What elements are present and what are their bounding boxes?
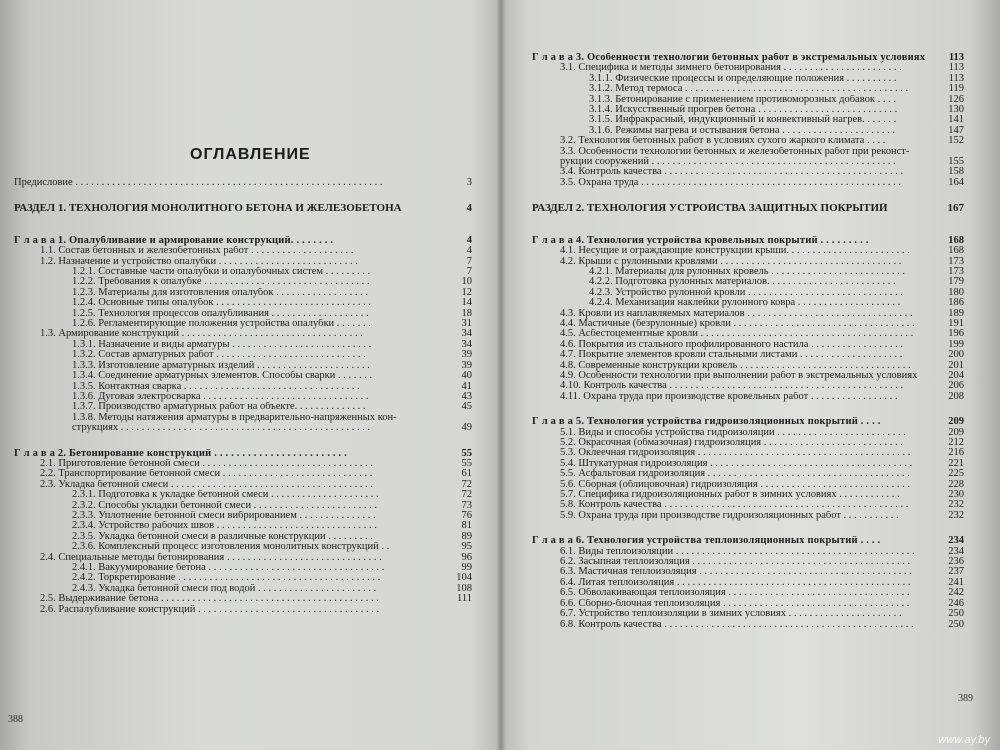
toc-entry (14, 532, 472, 542)
toc-entry-title: 3.1.2. Метод термоса . . . . . . . . . . . . . . . . . . . . . . . . . . . . . . . . . . . . . . . . . . . (589, 84, 909, 95)
toc-entry (14, 382, 472, 392)
toc-entry-title: РАЗДЕЛ 1. ТЕХНОЛОГИЯ МОНОЛИТНОГО БЕТОНА И ЖЕЛЕЗОБЕТОНА (14, 203, 402, 214)
toc-entry-page: 14 (461, 297, 472, 309)
toc-entry-page: 237 (948, 566, 964, 578)
toc-entry (14, 459, 472, 469)
toc-chapter (532, 417, 964, 427)
toc-entry (14, 501, 472, 511)
toc-entry-page: 186 (948, 297, 964, 309)
toc-entry-page: 168 (948, 234, 964, 246)
toc-entry (532, 340, 964, 350)
toc-entry-title: 1.3.6. Дуговая электросварка . . . . . . . . . . . . . . . . . . . . . . . . . . . . . . . . (72, 391, 369, 402)
toc-entry (14, 288, 472, 298)
toc-entry-page: 216 (948, 447, 964, 459)
toc-entry-page: 43 (461, 390, 472, 402)
toc-entry (532, 309, 964, 319)
toc-entry-title: 4.4. Мастичные (безрулонные) кровли . . . . . . . . . . . . . . . . . . . . . . . . . . . . . . . . . . . (560, 318, 915, 329)
toc-entry (532, 147, 964, 157)
toc-entry-title: 3.4. Контроль качества . . . . . . . . . . . . . . . . . . . . . . . . . . . . . . . . . . . . . . . . . . . . . . (560, 167, 904, 178)
toc-chapter (532, 236, 964, 246)
toc-entry-page: 55 (461, 457, 472, 469)
toc-entry-page: 232 (948, 499, 964, 511)
toc-entry-title: 1.2.1. Составные части опалубки и опалубочных систем . . . . . . . . . (72, 267, 371, 278)
toc-entry (532, 178, 964, 188)
right-page (506, 0, 1000, 750)
toc-entry-page: 113 (948, 72, 964, 84)
toc-entry-page: 158 (948, 166, 964, 178)
toc-entry-page: 49 (461, 422, 472, 434)
toc-entry-title: 5.6. Сборная (облицовочная) гидроизоляция . . . . . . . . . . . . . . . . . . . . . . . . . . . . . (560, 479, 910, 490)
toc-entry (14, 178, 472, 188)
toc-entry-page: 180 (948, 286, 964, 298)
toc-left-column (14, 178, 472, 615)
toc-entry (532, 115, 964, 125)
toc-entry (14, 423, 472, 433)
toc-entry-page: 34 (461, 338, 472, 350)
toc-entry-page: 40 (461, 370, 472, 382)
toc-entry-page: 167 (947, 202, 964, 215)
toc-entry-page: 126 (948, 93, 964, 105)
toc-entry-title: 4.11. Охрана труда при производстве кровельных работ . . . . . . . . . . . . . . . . . (560, 391, 898, 402)
toc-entry (532, 298, 964, 308)
toc-entry-title: 6.3. Мастичная теплоизоляция . . . . . . . . . . . . . . . . . . . . . . . . . . . . . . . . . . . . . . . . . (560, 567, 912, 578)
toc-entry-title: Г л а в а 6. Технология устройства теплоизоляционных покрытий . . . . (532, 536, 881, 547)
toc-entry-title: 4.9. Особенности технологии при выполнении работ в экстремальных условиях (560, 370, 918, 381)
toc-spacer (532, 188, 964, 195)
toc-entry-page: 152 (948, 135, 964, 147)
toc-entry (14, 350, 472, 360)
toc-entry (14, 542, 472, 552)
toc-entry (14, 490, 472, 500)
toc-entry-title: 3.5. Охрана труда . . . . . . . . . . . . . . . . . . . . . . . . . . . . . . . . . . . . . . . . . . . . . . . . . . (560, 177, 901, 188)
toc-entry-page: 111 (457, 593, 472, 605)
toc-entry-title: 4.7. Покрытие элементов кровли стальными листами . . . . . . . . . . . . . . . . . . . . (560, 350, 903, 361)
toc-entry-page: 7 (466, 266, 472, 278)
toc-entry (532, 459, 964, 469)
toc-entry-page: 10 (461, 276, 472, 288)
toc-entry-page: 189 (948, 307, 964, 319)
toc-entry-title: 5.1. Виды и способы устройства гидроизоляции . . . . . . . . . . . . . . . . . . . . . . . . . (560, 427, 906, 438)
toc-entry-title: 2.3.1. Подготовка к укладке бетонной смеси . . . . . . . . . . . . . . . . . . . . . (72, 490, 379, 501)
toc-entry-title: 2.3.3. Уплотнение бетонной смеси вибрированием . . . . . . . . . . . . . . . (72, 510, 376, 521)
toc-entry (532, 267, 964, 277)
toc-entry-page: 99 (461, 562, 472, 573)
toc-entry (532, 63, 964, 73)
toc-entry-page: 168 (948, 245, 964, 257)
toc-entry-page: 7 (466, 255, 472, 267)
toc-entry-page: 234 (948, 545, 964, 557)
toc-entry-title: 4.2.2. Подготовка рулонных материалов. . . . . . . . . . . . . . . . . . . . . . . . . (589, 277, 896, 288)
toc-entry (532, 567, 964, 577)
toc-chapter (14, 236, 472, 246)
toc-entry (14, 392, 472, 402)
toc-entry-title: 2.3.2. Способы укладки бетонной смеси . . . . . . . . . . . . . . . . . . . . . . . . (72, 500, 378, 511)
toc-entry-title: 3.3. Особенности технологии бетонных и железобетонных работ при реконст- (560, 146, 910, 157)
toc-entry-page: 230 (948, 489, 964, 501)
toc-entry (14, 371, 472, 381)
toc-entry (14, 573, 472, 583)
toc-entry (14, 257, 472, 267)
toc-entry (14, 298, 472, 308)
toc-entry-title: 1.2.4. Основные типы опалубок . . . . . . . . . . . . . . . . . . . . . . . . . . . . . . (72, 298, 371, 309)
toc-entry (532, 438, 964, 448)
toc-entry-page: 73 (461, 499, 472, 511)
toc-entry-page: 196 (948, 328, 964, 340)
toc-entry-title: 2.3.5. Укладка бетонной смеси в различные конструкции . . . . . . . . . (72, 531, 373, 542)
toc-entry-title: 6.2. Засыпная теплоизоляция . . . . . . . . . . . . . . . . . . . . . . . . . . . . . . . . . . . . . . . . . . (560, 557, 911, 568)
toc-entry-title: 3.1. Специфика и методы зимнего бетонирования . . . . . . . . . . . . . . . . . . . . . . . (560, 63, 902, 74)
toc-entry-title: Предисловие . . . . . . . . . . . . . . . . . . . . . . . . . . . . . . . . . . . . . . . . . . . . . . . . . . . . . . . . . . . (14, 178, 383, 188)
toc-entry (532, 609, 964, 619)
toc-entry-title: 2.2. Транспортирование бетонной смеси . . . . . . . . . . . . . . . . . . . . . . . . . . . . . (40, 469, 373, 480)
toc-entry-page: 96 (461, 551, 472, 563)
toc-entry-page: 104 (456, 572, 472, 584)
toc-entry-page: 246 (948, 597, 964, 609)
toc-entry-page: 141 (948, 114, 964, 126)
toc-entry-page: 242 (948, 587, 964, 599)
toc-entry-page: 228 (948, 478, 964, 490)
toc-entry-page: 4 (466, 234, 472, 246)
toc-entry (532, 547, 964, 557)
toc-entry (14, 521, 472, 531)
toc-entry (14, 511, 472, 521)
toc-entry-title: 1.3. Армирование конструкций . . . . . . . . . . . . . . . . . . . . . . . . . . . . . . . . . . . (40, 329, 363, 340)
toc-entry (532, 350, 964, 360)
toc-entry (532, 329, 964, 339)
toc-spacer (14, 434, 472, 441)
toc-entry-page: 206 (948, 380, 964, 392)
toc-entry-page: 234 (948, 535, 964, 547)
toc-entry-title: 1.3.4. Соединение арматурных элементов. Способы сварки . . . . . . . (72, 371, 373, 382)
toc-entry-page: 209 (948, 416, 964, 428)
toc-entry (14, 319, 472, 329)
toc-entry (532, 381, 964, 391)
toc-entry (532, 428, 964, 438)
toc-entry (14, 563, 472, 573)
toc-spacer (532, 221, 964, 228)
toc-entry-page: 147 (948, 124, 964, 136)
toc-entry-title: 4.2.4. Механизация наклейки рулонного ковра . . . . . . . . . . . . . . . . . . . . (589, 298, 901, 309)
toc-entry (532, 480, 964, 490)
page-number-left: 388 (8, 714, 23, 725)
toc-entry-page: 250 (948, 618, 964, 630)
toc-entry-title: 1.3.1. Назначение и виды арматуры . . . . . . . . . . . . . . . . . . . . . . . . . . . (72, 339, 372, 350)
toc-entry (532, 588, 964, 598)
toc-entry-title: 1.3.2. Состав арматурных работ . . . . . . . . . . . . . . . . . . . . . . . . . . . . . (72, 350, 366, 361)
toc-entry-title: 6.6. Сборно-блочная теплоизоляция . . . . . . . . . . . . . . . . . . . . . . . . . . . . . . . . . . . . (560, 598, 910, 609)
toc-entry (14, 267, 472, 277)
toc-entry (532, 371, 964, 381)
toc-entry (532, 246, 964, 256)
toc-spacer (14, 188, 472, 195)
toc-entry (532, 277, 964, 287)
toc-entry (14, 469, 472, 479)
toc-entry-title: 5.7. Специфика гидроизоляционных работ в зимних условиях . . . . . . . . . . . . (560, 490, 900, 501)
toc-entry-page: 3 (466, 177, 472, 188)
toc-entry-page: 164 (948, 176, 964, 188)
toc-entry-page: 113 (948, 62, 964, 74)
toc-entry-page: 31 (461, 318, 472, 330)
toc-entry-page: 250 (948, 608, 964, 620)
toc-entry (532, 257, 964, 267)
toc-entry-title: 2.6. Распалубливание конструкций . . . . . . . . . . . . . . . . . . . . . . . . . . . . . . . . . . . (40, 604, 380, 615)
toc-entry-page: 4 (466, 245, 472, 257)
page-number-right: 389 (958, 693, 973, 704)
toc-entry (532, 84, 964, 94)
toc-entry (14, 584, 472, 594)
toc-entry (532, 74, 964, 84)
toc-entry-page: 45 (461, 401, 472, 413)
toc-entry-title: РАЗДЕЛ 2. ТЕХНОЛОГИЯ УСТРОЙСТВА ЗАЩИТНЫХ ПОКРЫТИЙ (532, 203, 888, 214)
toc-chapter (532, 53, 964, 63)
toc-entry-page: 232 (948, 509, 964, 521)
toc-entry-title: 2.3. Укладка бетонной смеси . . . . . . . . . . . . . . . . . . . . . . . . . . . . . . . . . . . . . . . (40, 479, 374, 490)
toc-entry (14, 402, 472, 412)
toc-entry-page: 61 (461, 468, 472, 480)
toc-entry-title: 6.1. Виды теплоизоляции . . . . . . . . . . . . . . . . . . . . . . . . . . . . . . . . . . . . . . . . . . . . . . (560, 546, 915, 557)
toc-entry-title: 2.3.4. Устройство рабочих швов . . . . . . . . . . . . . . . . . . . . . . . . . . . . . . . (72, 521, 377, 532)
toc-section (532, 203, 964, 213)
toc-entry-title: 5.2. Окрасочная (обмазочная) гидроизоляция . . . . . . . . . . . . . . . . . . . . . . . . . . . (560, 438, 903, 448)
toc-entry-page: 200 (948, 349, 964, 361)
page-heading: ОГЛАВЛЕНИЕ (190, 146, 311, 163)
toc-entry-page: 76 (461, 509, 472, 521)
toc-entry-page: 12 (461, 286, 472, 298)
toc-entry-title: 6.8. Контроль качества . . . . . . . . . . . . . . . . . . . . . . . . . . . . . . . . . . . . . . . . . . . . . . . . (560, 619, 914, 630)
toc-entry-page: 89 (461, 530, 472, 542)
toc-entry-page: 179 (948, 276, 964, 288)
toc-entry-title: Г л а в а 3. Особенности технологии бетонных работ в экстремальных условиях (532, 53, 926, 63)
toc-section (14, 203, 472, 213)
toc-entry-title: 1.3.3. Изготовление арматурных изделий . . . . . . . . . . . . . . . . . . . . . . (72, 360, 370, 371)
toc-entry (14, 480, 472, 490)
toc-entry-page: 34 (461, 328, 472, 340)
toc-entry-title: 1.2.3. Материалы для изготовления опалубок . . . . . . . . . . . . . . . . . . (72, 287, 369, 298)
toc-entry (14, 277, 472, 287)
toc-entry-title: Г л а в а 2. Бетонирование конструкций . . . . . . . . . . . . . . . . . . . . . . . . (14, 448, 347, 459)
toc-spacer (14, 221, 472, 228)
toc-entry-page: 55 (461, 447, 472, 459)
toc-entry-title: 4.10. Контроль качества . . . . . . . . . . . . . . . . . . . . . . . . . . . . . . . . . . . . . . . . . . . . . (560, 381, 904, 392)
toc-entry-title: 4.3. Кровли из наплавляемых материалов . . . . . . . . . . . . . . . . . . . . . . . . . . . . . . . . (560, 308, 913, 319)
toc-entry (532, 288, 964, 298)
toc-entry-page: 209 (948, 426, 964, 438)
toc-entry (14, 340, 472, 350)
toc-entry-title: 4.8. Современные конструкции кровель . . . . . . . . . . . . . . . . . . . . . . . . . . . . . . . . . (560, 360, 911, 371)
toc-entry (532, 392, 964, 402)
toc-entry-title: 4.2. Крыши с рулонными кровлями . . . . . . . . . . . . . . . . . . . . . . . . . . . . . . . . . . . (560, 256, 902, 267)
toc-entry-title: 1.2.6. Регламентирующие положения устройства опалубки . . . . . . . (72, 319, 371, 330)
toc-entry-page: 41 (461, 380, 472, 392)
toc-entry (532, 136, 964, 146)
toc-entry-title: 1.3.7. Производство арматурных работ на объекте. . . . . . . . . . . . . . (72, 402, 366, 413)
toc-entry (532, 157, 964, 167)
toc-entry-title: 4.2.3. Устройство рулонной кровли . . . . . . . . . . . . . . . . . . . . . . . . . . . . . . (589, 287, 903, 298)
toc-entry (14, 605, 472, 615)
toc-entry-page: 236 (948, 556, 964, 568)
toc-entry-page: 95 (461, 541, 472, 553)
toc-entry-title: 2.5. Выдерживание бетона . . . . . . . . . . . . . . . . . . . . . . . . . . . . . . . . . . . . . . . . . . (40, 594, 379, 605)
toc-entry-title: 4.1. Несущие и ограждающие конструкции крыши. . . . . . . . . . . . . . . . . . . . . . . . (560, 246, 910, 257)
watermark: www.ay.by (938, 734, 990, 746)
toc-entry-title: 3.1.5. Инфракрасный, индукционный и конвективный нагрев. . . . . . . (589, 115, 897, 126)
toc-entry-title: 1.2.2. Требования к опалубке . . . . . . . . . . . . . . . . . . . . . . . . . . . . . . . . (72, 277, 370, 288)
toc-entry-page: 18 (461, 307, 472, 319)
toc-entry-title: 5.3. Оклеечная гидроизоляция . . . . . . . . . . . . . . . . . . . . . . . . . . . . . . . . . . . . . . . . . (560, 448, 911, 459)
toc-entry (532, 319, 964, 329)
toc-entry-title: 1.3.8. Методы натяжения арматуры в предварительно-напряженных кон- (72, 412, 397, 423)
toc-entry (14, 594, 472, 604)
toc-entry-title: 3.1.6. Режимы нагрева и остывания бетона . . . . . . . . . . . . . . . . . . . . . . (589, 125, 895, 136)
toc-entry-page: 72 (461, 478, 472, 490)
toc-entry (532, 361, 964, 371)
toc-entry (532, 167, 964, 177)
toc-entry-page: 173 (948, 265, 964, 277)
toc-entry-title: 6.7. Устройство теплоизоляции в зимних условиях . . . . . . . . . . . . . . . . . . . . . . (560, 609, 902, 620)
toc-entry-title: 1.2. Назначение и устройство опалубки . . . . . . . . . . . . . . . . . . . . . . . . . . . (40, 256, 358, 267)
toc-entry-page: 72 (461, 489, 472, 501)
toc-entry-page: 208 (948, 390, 964, 402)
toc-entry (532, 557, 964, 567)
toc-entry (532, 469, 964, 479)
toc-entry-page: 130 (948, 104, 964, 116)
toc-entry (14, 361, 472, 371)
toc-entry-title: 2.4. Специальные методы бетонирования . . . . . . . . . . . . . . . . . . . . . . . . . . . . . . (40, 552, 382, 563)
toc-entry-page: 39 (461, 359, 472, 371)
toc-entry-page: 81 (461, 520, 472, 532)
toc-entry (532, 95, 964, 105)
toc-entry (532, 578, 964, 588)
toc-entry-title: 5.4. Штукатурная гидроизоляция . . . . . . . . . . . . . . . . . . . . . . . . . . . . . . . . . . . . . . . (560, 458, 913, 469)
toc-entry-title: 3.1.1. Физические процессы и определяющие положения . . . . . . . . . . (589, 73, 897, 84)
toc-entry (532, 620, 964, 630)
toc-entry (14, 329, 472, 339)
toc-entry-title: 4.5. Асбестоцементные кровли . . . . . . . . . . . . . . . . . . . . . . . . . . . . . . . . . . . . . . . . . (560, 329, 914, 340)
toc-entry (14, 246, 472, 256)
toc-entry-title: 1.3.5. Контактная сварка . . . . . . . . . . . . . . . . . . . . . . . . . . . . . . . . . . (72, 381, 360, 392)
toc-entry-page: 199 (948, 338, 964, 350)
toc-entry-title: 3.1.4. Искусственный прогрев бетона . . . . . . . . . . . . . . . . . . . . . . . . . . . (589, 105, 898, 116)
toc-entry-page: 191 (948, 317, 964, 329)
left-page (0, 0, 498, 750)
toc-entry-title: 2.4.3. Укладка бетонной смеси под водой . . . . . . . . . . . . . . . . . . . . . . . (72, 583, 377, 594)
toc-entry-page: 39 (461, 349, 472, 361)
toc-entry-title: 5.9. Охрана труда при производстве гидроизоляционных работ . . . . . . . . . . . (560, 510, 899, 521)
toc-entry-title: 2.1. Приготовление бетонной смеси . . . . . . . . . . . . . . . . . . . . . . . . . . . . . . . . . (40, 458, 373, 469)
toc-entry (532, 126, 964, 136)
toc-entry-title: 5.5. Асфальтовая гидроизоляция . . . . . . . . . . . . . . . . . . . . . . . . . . . . . . . . . . . . . . . (560, 469, 910, 480)
toc-entry-title: 1.1. Состав бетонных и железобетонных работ . . . . . . . . . . . . . . . . . . . . (40, 246, 354, 257)
toc-spacer (532, 402, 964, 409)
toc-entry-title: струкциях . . . . . . . . . . . . . . . . . . . . . . . . . . . . . . . . . . . . . . . . . . . . . . . . (72, 423, 371, 434)
toc-entry-title: Г л а в а 1. Опалубливание и армирование конструкций. . . . . . . . (14, 235, 334, 246)
toc-entry-page: 221 (948, 457, 964, 469)
toc-entry-title: 4.6. Покрытия из стального профилированного настила . . . . . . . . . . . . . . . . . . (560, 339, 903, 350)
toc-entry-page: 119 (948, 83, 964, 95)
toc-entry-title: 2.3.6. Комплексный процесс изготовления монолитных конструкций . . (72, 542, 390, 553)
toc-entry (14, 309, 472, 319)
toc-entry-title: 6.5. Обволакивающая теплоизоляция . . . . . . . . . . . . . . . . . . . . . . . . . . . . . . . . . . . (560, 588, 910, 599)
toc-entry-title: 1.2.5. Технология процессов опалубливания . . . . . . . . . . . . . . . . . . . (72, 308, 369, 319)
toc-entry (532, 500, 964, 510)
toc-entry (532, 105, 964, 115)
toc-entry-page: 108 (456, 582, 472, 594)
toc-spacer (532, 38, 964, 45)
toc-entry-title: 4.2.1. Материалы для рулонных кровель . . . . . . . . . . . . . . . . . . . . . . . . . . (589, 266, 906, 277)
toc-entry-title: Г л а в а 5. Технология устройства гидроизоляционных покрытий . . . . (532, 417, 881, 428)
toc-right-column (532, 38, 964, 630)
toc-entry (14, 413, 472, 423)
toc-entry (14, 553, 472, 563)
toc-entry-title: 3.1.3. Бетонирование с применением противоморозных добавок . . . . (589, 94, 896, 105)
toc-entry-title: рукции сооружений . . . . . . . . . . . . . . . . . . . . . . . . . . . . . . . . . . . . . . . . . . . . . . . (560, 157, 896, 168)
toc-entry (532, 599, 964, 609)
toc-entry-title: 5.8. Контроль качества . . . . . . . . . . . . . . . . . . . . . . . . . . . . . . . . . . . . . . . . . . . . . . . (560, 500, 909, 511)
toc-entry-page: 113 (948, 52, 964, 63)
toc-spacer (532, 521, 964, 528)
toc-entry-page: 201 (948, 359, 964, 371)
toc-chapter (532, 536, 964, 546)
toc-entry (532, 490, 964, 500)
toc-entry-title: 3.2. Технология бетонных работ в условиях сухого жаркого климата . . . . (560, 136, 886, 147)
toc-entry-title: 6.4. Литая теплоизоляция . . . . . . . . . . . . . . . . . . . . . . . . . . . . . . . . . . . . . . . . . . . . . (560, 577, 911, 588)
toc-entry (532, 511, 964, 521)
toc-entry-page: 173 (948, 255, 964, 267)
toc-chapter (14, 449, 472, 459)
toc-entry-page: 4 (466, 202, 472, 215)
toc-entry-page: 212 (948, 437, 964, 448)
toc-entry-page: 225 (948, 468, 964, 480)
toc-entry (532, 448, 964, 458)
toc-entry-title: 2.4.1. Вакуумирование бетона . . . . . . . . . . . . . . . . . . . . . . . . . . . . . . . . . . (72, 563, 385, 573)
toc-entry-page: 241 (948, 576, 964, 588)
toc-entry-title: 2.4.2. Торкретирование . . . . . . . . . . . . . . . . . . . . . . . . . . . . . . . . . . . . . . . (72, 573, 381, 584)
toc-entry-page: 155 (948, 156, 964, 168)
toc-entry-page: 204 (948, 369, 964, 381)
toc-entry-title: Г л а в а 4. Технология устройства кровельных покрытий . . . . . . . . . (532, 235, 869, 246)
